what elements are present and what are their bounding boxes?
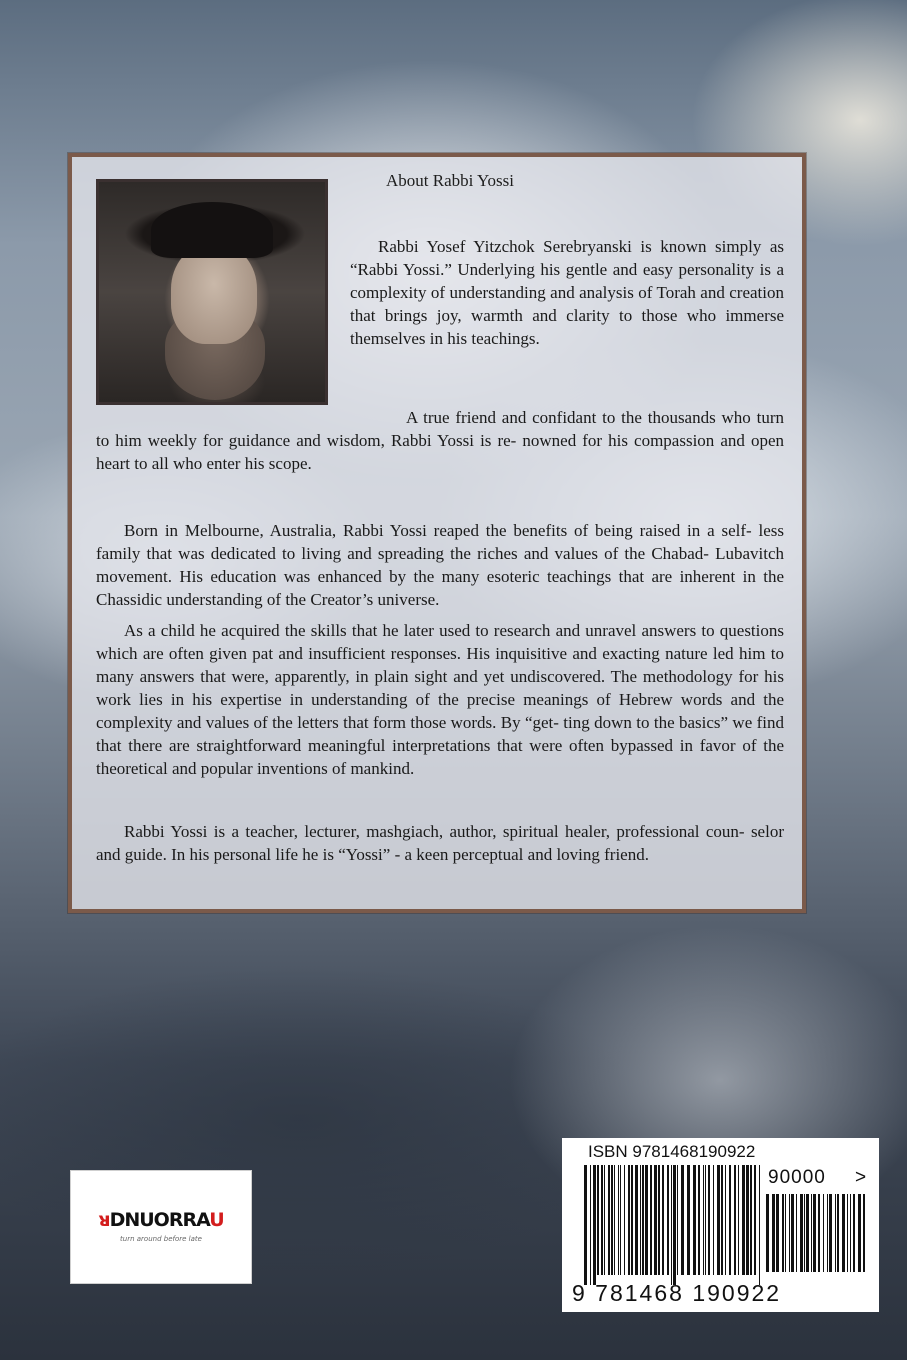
barcode-bar xyxy=(693,1165,696,1275)
barcode-bar xyxy=(804,1194,805,1272)
publisher-logo-wordmark xyxy=(71,1209,251,1231)
barcode-bar xyxy=(842,1194,845,1272)
barcode-bar xyxy=(725,1165,726,1275)
barcode-bar xyxy=(782,1194,784,1272)
barcode-bar xyxy=(597,1165,599,1275)
barcode-bar xyxy=(827,1194,828,1272)
barcode-bar xyxy=(677,1165,678,1275)
barcode-bar xyxy=(837,1194,839,1272)
barcode-bar xyxy=(823,1194,824,1272)
barcode-bar xyxy=(785,1194,786,1272)
barcode-bar xyxy=(658,1165,660,1275)
barcode-bar xyxy=(650,1165,652,1275)
about-panel xyxy=(68,153,806,913)
barcode-bar xyxy=(705,1165,706,1275)
barcode-bar xyxy=(590,1165,591,1285)
barcode-bar xyxy=(584,1165,587,1285)
barcode-bar xyxy=(593,1165,596,1285)
barcode-bar xyxy=(631,1165,633,1275)
barcode-bar xyxy=(614,1165,615,1275)
barcode-bar xyxy=(628,1165,630,1275)
about-heading: About Rabbi Yossi xyxy=(386,171,515,190)
isbn-barcode xyxy=(562,1138,879,1312)
addon-barcode-bars xyxy=(766,1194,870,1282)
barcode-bar xyxy=(766,1194,769,1272)
barcode-bar xyxy=(835,1194,836,1272)
barcode-bar xyxy=(772,1194,775,1272)
barcode-bar xyxy=(791,1194,794,1272)
barcode-bar xyxy=(738,1165,739,1275)
barcode-bar xyxy=(645,1165,648,1275)
barcode-bar xyxy=(811,1194,812,1272)
bio-paragraph-4: As a child he acquired the skills that he later used to research and unravel answers to questions which are often given pat and insufficient responses. His inquisitive and exacting nature led him to many answers that were, apparently, in plain sight and yet undiscovered. The methodology for his work lies in his expertise in understanding of the precise meanings of Hebrew words and the complexity and values of the letters that form those words. By “get- ting down to the basics” we find that there are straightforward meaningful interpretations that were often bypassed in favor of the theoretical and popular inventions of mankind. xyxy=(96,621,784,778)
barcode-bar xyxy=(620,1165,621,1275)
barcode-bar xyxy=(754,1165,756,1275)
price-arrow: > xyxy=(855,1167,867,1188)
barcode-bar xyxy=(806,1194,809,1272)
bio-paragraph-1: Rabbi Yosef Yitzchok Serebryanski is known simply as “Rabbi Yossi.” Underlying his gentle and easy personality is a complexity of understanding and analysis of Torah and creation that brings joy, warmth and clarity to those who immerse themselves in his teachings. xyxy=(350,237,784,348)
barcode-bar xyxy=(635,1165,638,1275)
barcode-bar xyxy=(642,1165,644,1275)
isbn-label: ISBN 9781468190922 xyxy=(588,1142,756,1161)
author-photo xyxy=(96,179,328,405)
barcode-bar xyxy=(759,1165,760,1285)
barcode-bar xyxy=(746,1165,749,1275)
barcode-bar xyxy=(671,1165,672,1285)
barcode-bar xyxy=(863,1194,865,1272)
publisher-logo xyxy=(70,1170,252,1284)
barcode-bar xyxy=(640,1165,641,1275)
barcode-bar xyxy=(789,1194,790,1272)
barcode-bar xyxy=(717,1165,720,1275)
barcode-bar xyxy=(847,1194,848,1272)
barcode-bar xyxy=(776,1194,779,1272)
logo-mark-end: U xyxy=(209,1209,224,1231)
barcode-bar xyxy=(673,1165,676,1285)
barcode-bar xyxy=(713,1165,714,1275)
barcode-bars xyxy=(584,1165,762,1285)
barcode-bar xyxy=(681,1165,684,1275)
barcode-bar xyxy=(829,1194,832,1272)
barcode-bar xyxy=(721,1165,723,1275)
barcode-bar xyxy=(800,1194,803,1272)
bio-paragraph-3: Born in Melbourne, Australia, Rabbi Yossi reaped the benefits of being raised in a self- less family that was dedicated to living and spreading the riches and values of the Chabad- Lubavitch movement. His education was enhanced by the many esoteric teachings that are inherent in the Chassidic understanding of the Creator’s universe. xyxy=(96,521,784,609)
barcode-bar xyxy=(750,1165,752,1275)
barcode-bar xyxy=(654,1165,657,1275)
barcode-bar xyxy=(601,1165,603,1275)
price-code: 90000 xyxy=(768,1167,826,1188)
publisher-tagline: turn around before late xyxy=(120,1235,202,1243)
barcode-bar xyxy=(813,1194,816,1272)
barcode-bar xyxy=(662,1165,664,1275)
barcode-bar xyxy=(850,1194,851,1272)
barcode-bar xyxy=(604,1165,605,1275)
barcode-bar xyxy=(796,1194,797,1272)
barcode-bar xyxy=(667,1165,669,1275)
barcode-bar xyxy=(703,1165,704,1275)
bio-paragraph-5: Rabbi Yossi is a teacher, lecturer, mashgiach, author, spiritual healer, professional coun- selor and guide. In his personal life he is “Yossi” - a keen perceptual and loving friend. xyxy=(96,822,784,864)
barcode-bar xyxy=(742,1165,745,1275)
barcode-bar xyxy=(624,1165,625,1275)
logo-mark-black: DNUORRA xyxy=(109,1209,210,1231)
barcode-bar xyxy=(858,1194,861,1272)
barcode-bar xyxy=(818,1194,820,1272)
barcode-bar xyxy=(687,1165,690,1275)
barcode-bar xyxy=(853,1194,855,1272)
barcode-bar xyxy=(729,1165,731,1275)
barcode-bar xyxy=(708,1165,710,1275)
author-photo-face xyxy=(171,244,257,344)
barcode-bar xyxy=(608,1165,610,1275)
bio-paragraph-2: A true friend and confidant to the thousands who turn to him weekly for guidance and wisdom, Rabbi Yossi is re- nowned for his compassion and open heart to all who enter his scope. xyxy=(96,408,784,473)
author-photo-hat xyxy=(151,202,273,258)
logo-mark-red: ᴚ xyxy=(98,1209,110,1231)
barcode-bar xyxy=(734,1165,736,1275)
barcode-bar xyxy=(611,1165,613,1275)
barcode-bar xyxy=(698,1165,700,1275)
barcode-bar xyxy=(618,1165,619,1275)
barcode-digits: 9 781468 190922 xyxy=(572,1280,782,1306)
